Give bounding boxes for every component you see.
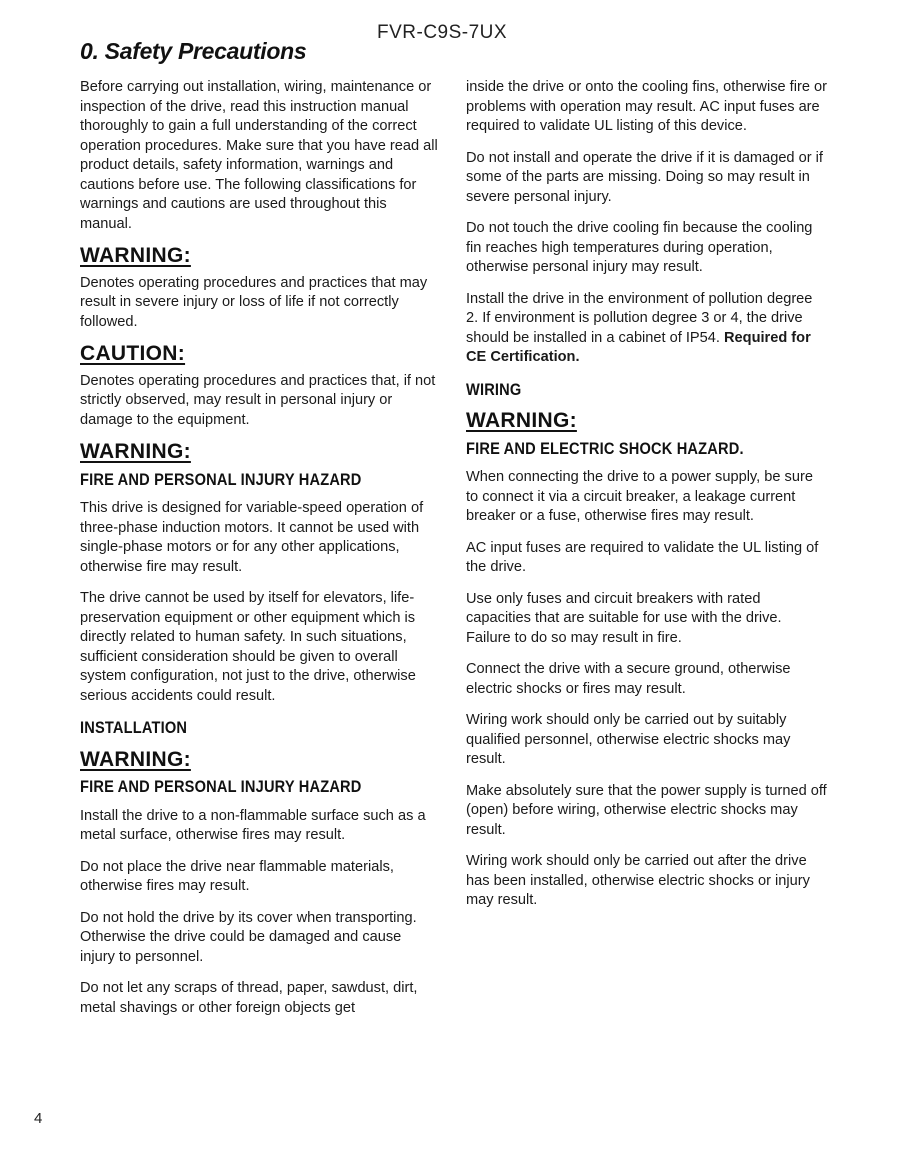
right-column — [466, 78, 828, 923]
paragraph: The drive cannot be used by itself for elevators, life-preservation equipment or other equipment which is directly related to human safety. In such situations, sufficient consideration should be given to overall system configuration, not just to the drive, otherwise serious accidents could result. — [80, 590, 416, 704]
hazard-heading: FIRE AND PERSONAL INJURY HAZARD — [80, 469, 362, 489]
intro-paragraph: Before carrying out installation, wiring, maintenance or inspection of the drive, read this instruction manual thoroughly to gain a full understanding of the correct operation procedures. Make sure that you have read all product details, safety information, warnings and cautions before use. The following classifications for warnings and cautions are used throughout this manual. — [80, 79, 438, 232]
paragraph: Do not install and operate the drive if it is damaged or if some of the parts are missing. Doing so may result in severe personal injury. — [466, 149, 823, 205]
left-column — [80, 78, 440, 1030]
warning-label: WARNING: — [466, 409, 577, 432]
paragraph: Do not place the drive near flammable materials, otherwise fires may result. — [80, 858, 394, 894]
caution-description: Denotes operating procedures and practices that, if not strictly observed, may result in personal injury or damage to the equipment. — [80, 372, 436, 428]
paragraph: Do not let any scraps of thread, paper, sawdust, dirt, metal shavings or other foreign objects get — [80, 980, 418, 1016]
page-title: 0. Safety Precautions — [80, 38, 307, 64]
warning-label: WARNING: — [80, 244, 191, 267]
installation-heading: INSTALLATION — [80, 718, 188, 737]
paragraph: Wiring work should only be carried out after the drive has been installed, otherwise electric shocks or injury may result. — [466, 853, 810, 908]
paragraph: Connect the drive with a secure ground, otherwise electric shocks or fires may result. — [466, 661, 791, 697]
warning-label: WARNING: — [80, 440, 191, 463]
paragraph: Make absolutely sure that the power supply is turned off (open) before wiring, otherwise electric shocks may result. — [466, 782, 827, 838]
wiring-heading: WIRING — [466, 379, 522, 399]
doc-code: FVR-C9S-7UX — [377, 22, 508, 43]
paragraph: When connecting the drive to a power supply, be sure to connect it via a circuit breaker, a leakage current breaker or a fuse, otherwise fires may result. — [466, 469, 813, 524]
hazard-heading: FIRE AND PERSONAL INJURY HAZARD — [80, 777, 362, 796]
paragraph: Install the drive to a non-flammable surface such as a metal surface, otherwise fires may result. — [80, 807, 426, 843]
warning-description: Denotes operating procedures and practices that may result in severe injury or loss of life if not correctly followed. — [80, 274, 428, 330]
ce-certification-note: Required for CE Certification. — [466, 329, 811, 365]
paragraph: This drive is designed for variable-speed operation of three-phase induction motors. It cannot be used with single-phase motors or for any other applications, otherwise fire may result. — [80, 500, 424, 575]
paragraph: inside the drive or onto the cooling fins, otherwise fire or problems with operation may result. AC input fuses are required to validate UL listing of this device. — [466, 79, 827, 134]
paragraph: Use only fuses and circuit breakers with rated capacities that are suitable for use with the drive. Failure to do so may result in fire. — [466, 590, 782, 646]
hazard-heading: FIRE AND ELECTRIC SHOCK HAZARD. — [466, 438, 744, 458]
warning-label: WARNING: — [80, 747, 191, 771]
paragraph-text: Install the drive in the environment of pollution degree 2. If environment is pollution degree 3 or 4, the drive should be installed in a cabinet of IP54. — [466, 290, 813, 346]
paragraph: Do not touch the drive cooling fin because the cooling fin reaches high temperatures during operation, otherwise personal injury may result. — [466, 220, 813, 275]
paragraph — [466, 290, 828, 368]
paragraph: Do not hold the drive by its cover when transporting. Otherwise the drive could be damaged and cause injury to personnel. — [80, 909, 417, 965]
page-number: 4 — [34, 1110, 43, 1127]
paragraph: AC input fuses are required to validate the UL listing of the drive. — [466, 539, 819, 575]
caution-label: CAUTION: — [80, 342, 186, 365]
paragraph: Wiring work should only be carried out by suitably qualified personnel, otherwise electric shocks may result. — [466, 712, 791, 767]
